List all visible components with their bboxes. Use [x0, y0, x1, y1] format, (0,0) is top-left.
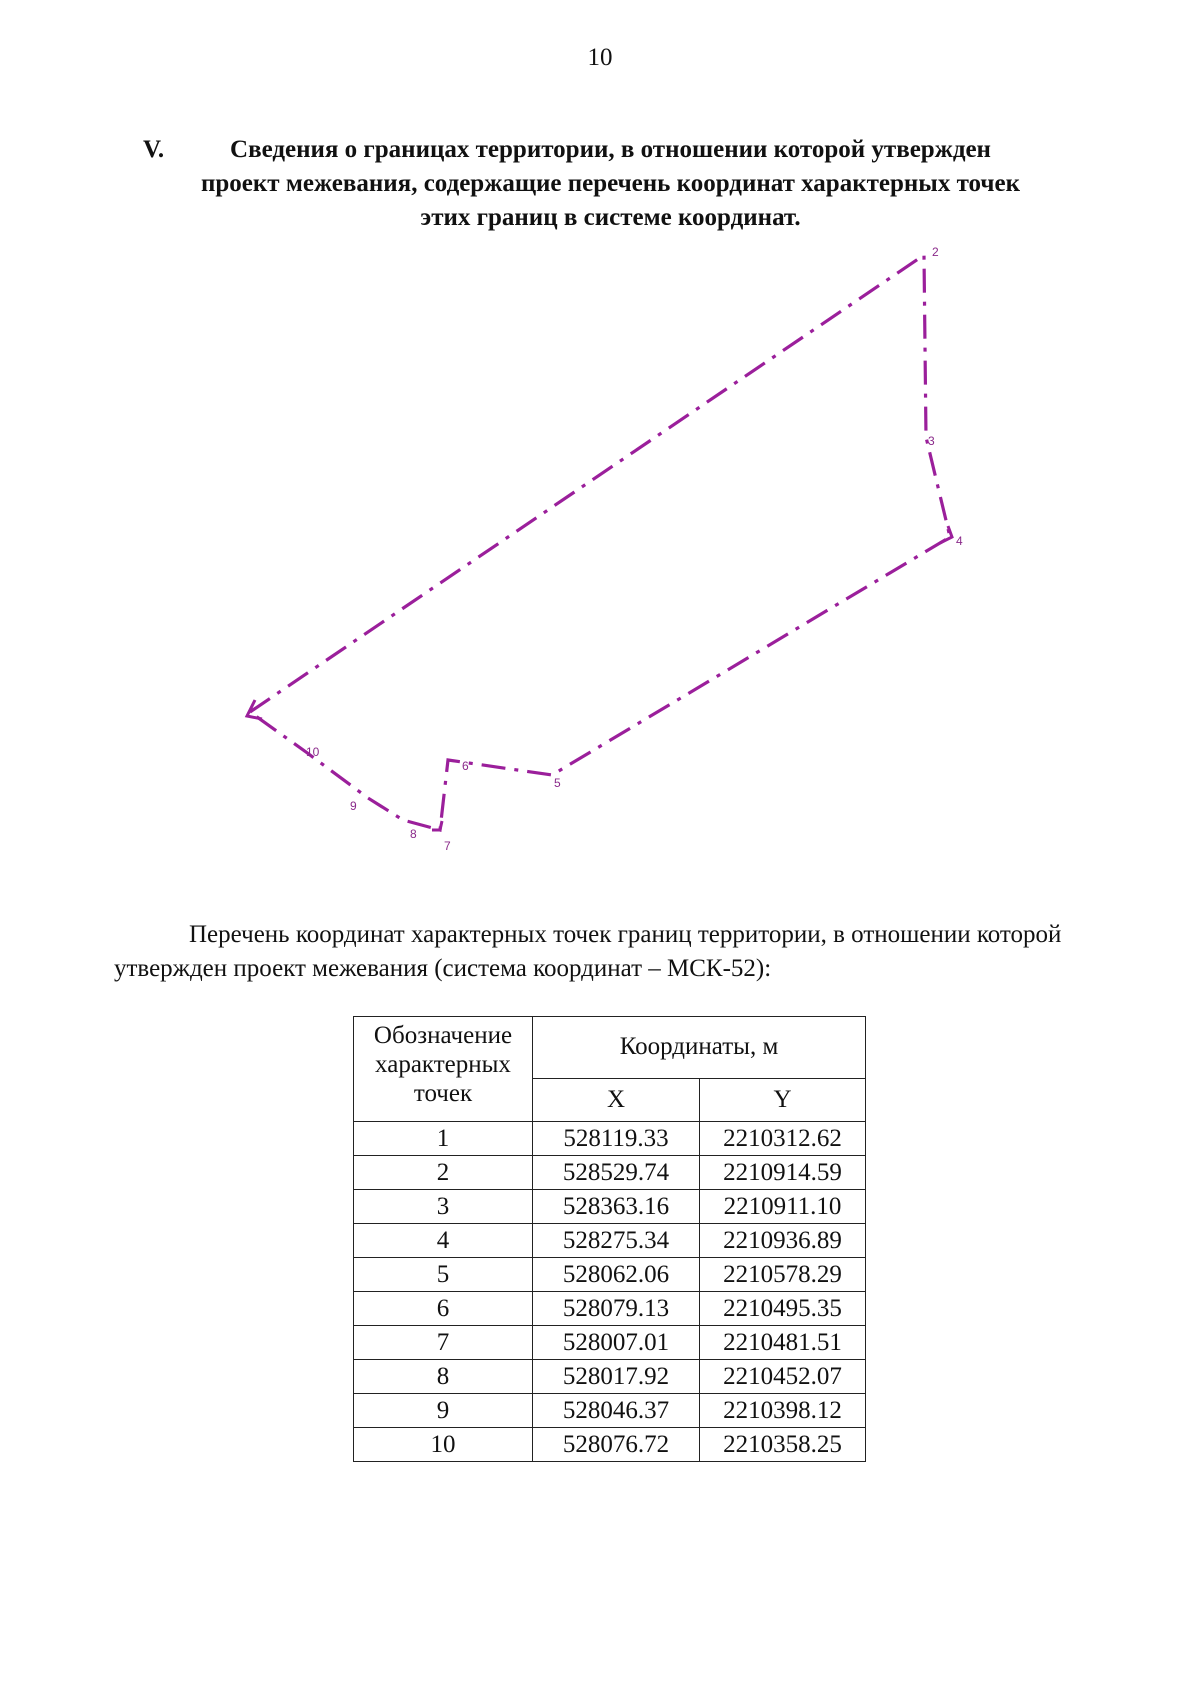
cell-point: 9 [354, 1394, 533, 1428]
cell-y: 2210936.89 [700, 1224, 866, 1258]
cell-x: 528079.13 [533, 1292, 700, 1326]
table-row [354, 1360, 866, 1394]
table-row [354, 1156, 866, 1190]
table-row [354, 1394, 866, 1428]
cell-point: 8 [354, 1360, 533, 1394]
boundary-lines [247, 255, 952, 830]
cell-point: 2 [354, 1156, 533, 1190]
cell-point: 10 [354, 1428, 533, 1462]
point-label-3: 3 [928, 434, 935, 448]
table-row [354, 1258, 866, 1292]
cell-y: 2210481.51 [700, 1326, 866, 1360]
coordinates-intro [114, 918, 1084, 986]
table-row [354, 1224, 866, 1258]
point-labels [306, 245, 963, 853]
table-row [354, 1190, 866, 1224]
point-label-6: 6 [462, 759, 469, 773]
table-body [354, 1122, 866, 1462]
cell-x: 528529.74 [533, 1156, 700, 1190]
table-row [354, 1428, 866, 1462]
header-coordinates: Координаты, м [533, 1017, 866, 1079]
cell-y: 2210312.62 [700, 1122, 866, 1156]
point-label-5: 5 [554, 776, 561, 790]
table-header [354, 1017, 866, 1122]
point-label-8: 8 [410, 827, 417, 841]
cell-point: 4 [354, 1224, 533, 1258]
cell-point: 3 [354, 1190, 533, 1224]
table-row [354, 1326, 866, 1360]
header-x: X [533, 1078, 700, 1121]
cell-point: 7 [354, 1326, 533, 1360]
cell-y: 2210452.07 [700, 1360, 866, 1394]
cell-x: 528275.34 [533, 1224, 700, 1258]
section-title-line-3: этих границ в системе координат. [420, 204, 801, 231]
cell-x: 528119.33 [533, 1122, 700, 1156]
intro-text: Перечень координат характерных точек границ территории, в отношении которой утвержден проект межевания (система координат – МСК-52): [114, 921, 1062, 982]
cell-x: 528363.16 [533, 1190, 700, 1224]
cell-point: 5 [354, 1258, 533, 1292]
table-row [354, 1292, 866, 1326]
cell-y: 2210914.59 [700, 1156, 866, 1190]
cell-x: 528046.37 [533, 1394, 700, 1428]
boundary-polygon [250, 255, 950, 830]
cell-y: 2210911.10 [700, 1190, 866, 1224]
header-y: Y [700, 1078, 866, 1121]
table-row [354, 1122, 866, 1156]
point-7-corner-mark [432, 821, 442, 830]
cell-y: 2210495.35 [700, 1292, 866, 1326]
cell-x: 528062.06 [533, 1258, 700, 1292]
cell-point: 6 [354, 1292, 533, 1326]
section-title-line-2: проект межевания, содержащие перечень координат характерных точек [201, 170, 1020, 197]
cell-x: 528076.72 [533, 1428, 700, 1462]
cell-y: 2210398.12 [700, 1394, 866, 1428]
section-number: V. [143, 136, 165, 163]
page-number: 10 [587, 44, 613, 71]
section-title-line-1: Сведения о границах территории, в отношении которой утвержден [230, 136, 991, 163]
point-4-corner-mark [940, 526, 952, 543]
point-label-9: 9 [350, 799, 357, 813]
cell-x: 528017.92 [533, 1360, 700, 1394]
point-label-4: 4 [956, 534, 963, 548]
point-label-7: 7 [444, 839, 451, 853]
cell-x: 528007.01 [533, 1326, 700, 1360]
coordinates-table [353, 1016, 866, 1462]
point-label-10: 10 [306, 745, 320, 759]
cell-y: 2210578.29 [700, 1258, 866, 1292]
cell-point: 1 [354, 1122, 533, 1156]
cell-y: 2210358.25 [700, 1428, 866, 1462]
header-point-designation: Обозначение характерных точек [354, 1017, 533, 1122]
point-label-2: 2 [932, 245, 939, 259]
